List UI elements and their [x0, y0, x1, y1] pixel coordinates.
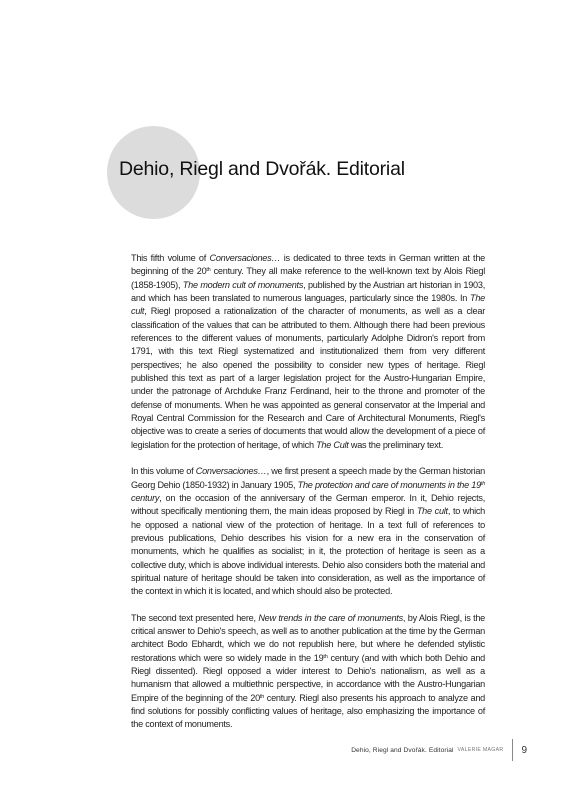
superscript: th	[480, 480, 486, 487]
text-run: , by Alois Riegl, is the critical answer to Dehio's speech, as well as to another publication at the time by the German architect Bodo Ebhardt, which we do not republish here, but where he defended stylistic restorations which were so widely made in the 19	[131, 612, 486, 663]
footer-divider	[512, 739, 513, 761]
text-run: , published by the Austrian art historian in 1903, and which has been translated to numerous languages, particularly since the 1980s. In	[131, 279, 485, 304]
text-run: century (and with which both Dehio and Riegl dissented). Riegl opposed a wider interest to Dehio's nationalism, as well as a humanism that allowed a multiethnic perspective, in accordance with the Austro-Hungarian Empire of the beginning of the 20	[131, 652, 485, 703]
italic-text: The Cult	[316, 439, 349, 450]
italic-text: Conversaciones…	[195, 466, 267, 477]
body-paragraph	[131, 252, 485, 452]
superscript: th	[323, 653, 328, 660]
italic-text: The cult	[131, 293, 485, 317]
text-run: is dedicated to three texts in German written at the beginning of the 20	[131, 253, 485, 277]
text-run: , on the occasion of the anniversary of the German emperor. In it, Dehio rejects, without specifically mentioning them, the main ideas proposed by Riegl in	[131, 492, 485, 517]
text-run: , to which he opposed a national view of the protection of heritage. In a text full of references to previous publications, Dehio describes his vision for a new era in the conservation of monuments, which he qualifies as socialist; in it, the protection of heritage is seen as a collective duty, which is above individual interests. Dehio also considers both the material and spiritual nature of heritage should be taken into consideration, as well as the importance of the context in which it is located, and which should also be protected.	[131, 506, 485, 597]
italic-text: century	[131, 492, 160, 503]
page-number: 9	[521, 744, 527, 756]
italic-text: The protection and care of monuments in the 19	[297, 479, 481, 490]
article-body	[131, 252, 485, 745]
text-run: The second text presented here,	[131, 612, 259, 623]
body-paragraph	[131, 612, 485, 732]
page-title: Dehio, Riegl and Dvořák. Editorial	[119, 158, 405, 180]
text-run: In this volume of	[131, 466, 196, 477]
italic-text: Conversaciones…	[209, 253, 281, 263]
italic-text: The cult	[416, 506, 448, 517]
body-paragraph	[131, 465, 485, 598]
italic-text: New trends in the care of monuments	[258, 612, 403, 623]
footer-author: VALERIE MAGAR	[457, 747, 504, 753]
text-run: , we first present a speech made by the German historian Georg Dehio (1850-1932) in January 1905,	[131, 466, 485, 490]
text-run: This fifth volume of	[131, 253, 210, 263]
text-run: century. They all make reference to the well-known text by Alois Riegl (1858-1905),	[131, 266, 485, 290]
footer-running-title: Dehio, Riegl and Dvořák. Editorial	[351, 746, 454, 754]
superscript: th	[206, 267, 211, 274]
text-run: century. Riegl also presents his approach to analyze and find solutions for possibly conflicting values of heritage, also emphasizing the importance of the context of monuments.	[131, 692, 485, 730]
text-run: was the preliminary text.	[348, 439, 444, 450]
italic-text: The modern cult of monuments	[182, 279, 304, 290]
superscript: th	[259, 693, 265, 700]
text-run: , Riegl proposed a rationalization of the character of monuments, as well as a clear classification of the values that can be attributed to them. Although there had been previous references to the different values of monuments, particularly Adolphe Didron's report from 1791, with this text Riegl systematized and institutionalized them from very different perspectives; he also opened the possibility to consider new types of heritage. Riegl published this text as part of a larger legislation project for the Austro-Hungarian Empire, under the patronage of Archduke Franz Ferdinand, heir to the throne and promoter of the defense of monuments. When he was appointed as general conservator at the Imperial and Royal Central Commission for the Research and Care of Architectural Monuments, Riegl's objective was to create a series of documents that would allow the development of a piece of legislation for the protection of heritage, of which	[131, 306, 485, 450]
page-footer	[351, 739, 527, 761]
